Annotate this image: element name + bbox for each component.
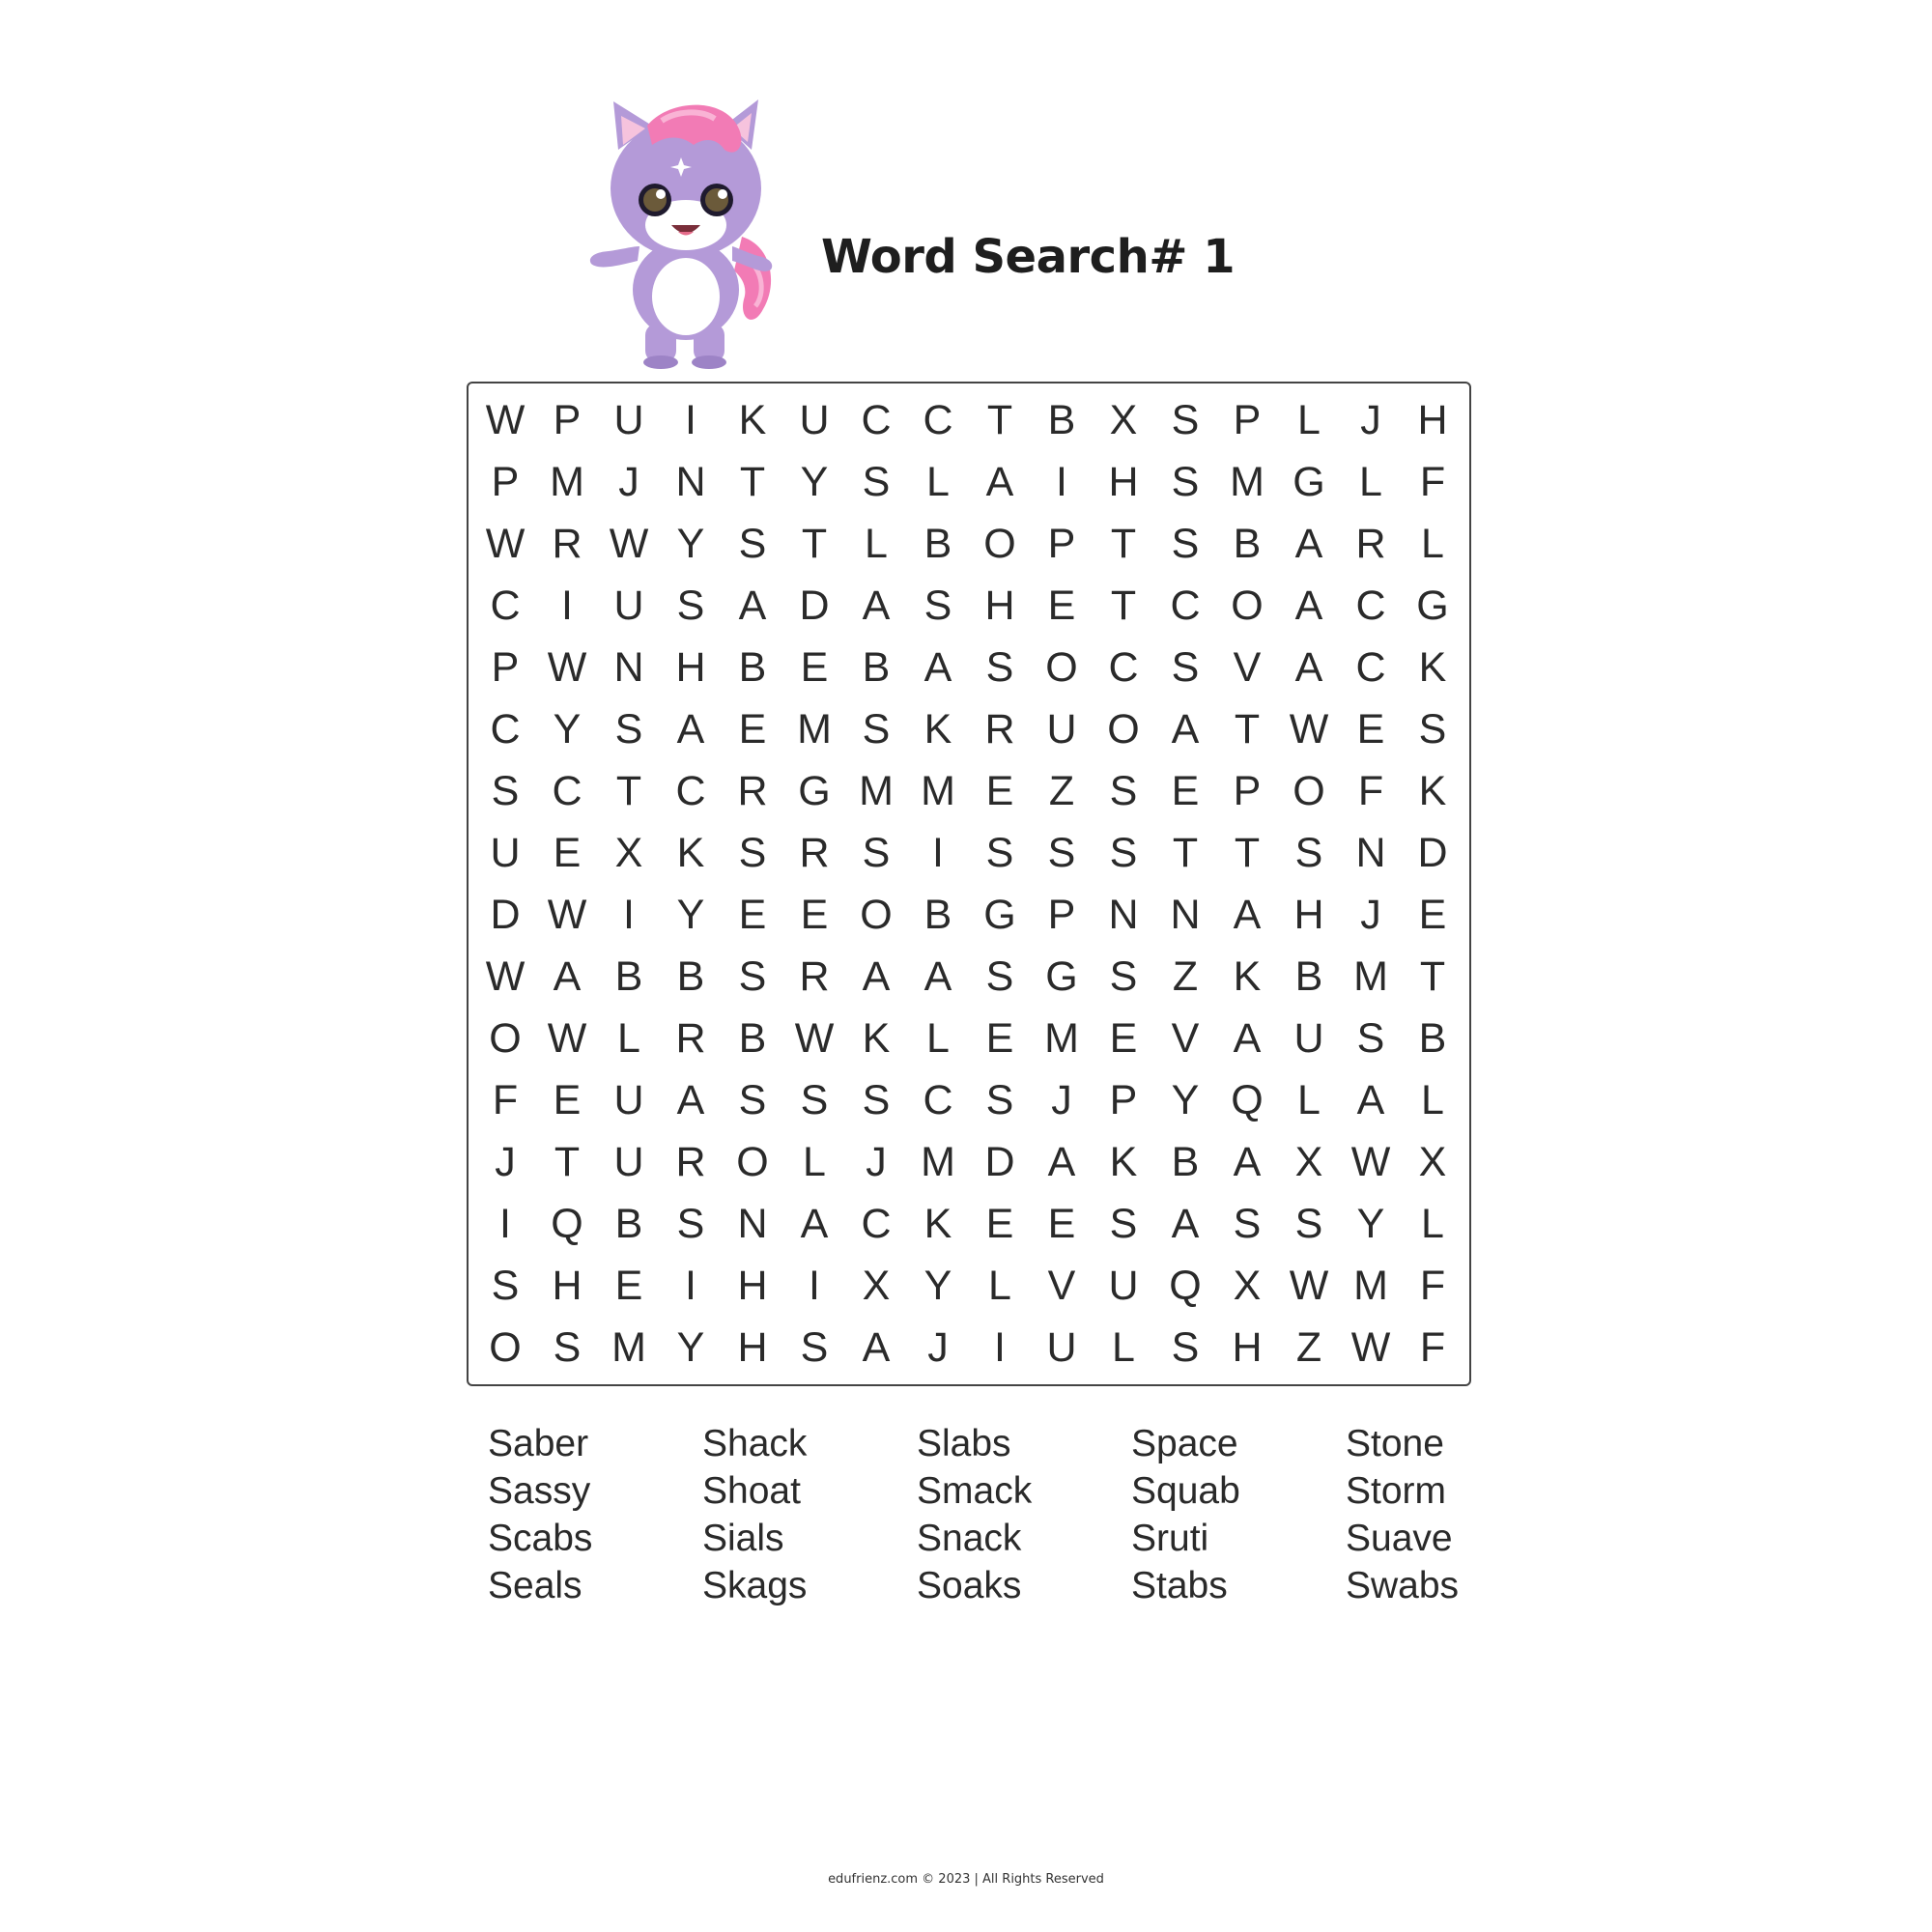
grid-letter-cell[interactable]: C: [1355, 582, 1386, 629]
page-title: Word Search# 1: [821, 230, 1236, 284]
word-list-item: Squab: [1131, 1470, 1240, 1512]
grid-letter-cell[interactable]: A: [1171, 1200, 1200, 1247]
grid-letter-cell[interactable]: A: [1047, 1138, 1076, 1185]
grid-letter-cell[interactable]: U: [1046, 1323, 1077, 1371]
grid-letter-cell[interactable]: T: [1234, 829, 1261, 876]
grid-letter-cell[interactable]: P: [1233, 767, 1262, 814]
grid-letter-cell[interactable]: V: [1233, 643, 1262, 691]
grid-letter-cell[interactable]: J: [618, 458, 639, 505]
grid-letter-cell[interactable]: O: [1231, 582, 1264, 629]
grid-letter-cell[interactable]: I: [1056, 458, 1067, 505]
grid-letter-cell[interactable]: Y: [676, 520, 705, 567]
grid-letter-cell[interactable]: P: [1047, 520, 1076, 567]
grid-letter-cell[interactable]: E: [614, 1262, 643, 1309]
grid-letter-cell[interactable]: P: [1233, 396, 1262, 443]
grid-letter-cell[interactable]: U: [1108, 1262, 1139, 1309]
grid-letter-cell[interactable]: V: [1171, 1014, 1200, 1062]
word-list-item: Sruti: [1131, 1518, 1209, 1559]
grid-letter-cell[interactable]: A: [1233, 891, 1262, 938]
grid-letter-cell[interactable]: S: [862, 458, 891, 505]
grid-letter-cell[interactable]: C: [861, 396, 892, 443]
grid-letter-cell[interactable]: I: [994, 1323, 1006, 1371]
grid-letter-cell[interactable]: S: [1171, 396, 1200, 443]
grid-letter-cell[interactable]: C: [1355, 643, 1386, 691]
grid-letter-cell[interactable]: S: [1047, 829, 1076, 876]
grid-letter-cell[interactable]: N: [1108, 891, 1139, 938]
grid-letter-cell[interactable]: U: [799, 396, 830, 443]
grid-letter-cell[interactable]: B: [738, 643, 767, 691]
grid-letter-cell[interactable]: P: [491, 458, 520, 505]
grid-letter-cell[interactable]: S: [676, 1200, 705, 1247]
grid-letter-cell[interactable]: T: [1110, 520, 1137, 567]
grid-letter-cell[interactable]: R: [799, 829, 830, 876]
grid-letter-cell[interactable]: T: [615, 767, 642, 814]
grid-letter-cell[interactable]: L: [803, 1138, 826, 1185]
grid-letter-cell[interactable]: A: [1233, 1014, 1262, 1062]
grid-letter-cell[interactable]: M: [797, 705, 832, 753]
grid-letter-cell[interactable]: G: [798, 767, 831, 814]
grid-letter-cell[interactable]: P: [553, 396, 582, 443]
grid-letter-cell[interactable]: L: [988, 1262, 1011, 1309]
grid-letter-cell[interactable]: C: [552, 767, 582, 814]
word-list-item: Space: [1131, 1423, 1238, 1464]
grid-letter-cell[interactable]: G: [1416, 582, 1449, 629]
grid-letter-cell[interactable]: C: [490, 582, 521, 629]
grid-letter-cell[interactable]: Z: [1172, 952, 1199, 1000]
grid-letter-cell[interactable]: K: [1418, 767, 1447, 814]
grid-letter-cell[interactable]: P: [1109, 1076, 1138, 1123]
grid-letter-cell[interactable]: W: [1289, 705, 1329, 753]
grid-letter-cell[interactable]: S: [1109, 829, 1138, 876]
grid-letter-cell[interactable]: A: [1356, 1076, 1385, 1123]
grid-letter-cell[interactable]: S: [862, 1076, 891, 1123]
grid-letter-cell[interactable]: Q: [551, 1200, 583, 1247]
word-list-item: Skags: [702, 1565, 808, 1606]
footer-copyright: edufrienz.com © 2023 | All Rights Reserved: [828, 1872, 1104, 1887]
grid-letter-cell[interactable]: N: [613, 643, 644, 691]
grid-letter-cell[interactable]: W: [1350, 1323, 1391, 1371]
word-list-item: Stabs: [1131, 1565, 1228, 1606]
word-list: [488, 1420, 1483, 1609]
grid-letter-cell[interactable]: A: [1294, 520, 1323, 567]
grid-letter-cell[interactable]: I: [809, 1262, 820, 1309]
grid-letter-cell[interactable]: C: [1108, 643, 1139, 691]
unicorn-mascot-illustration: [580, 92, 792, 372]
grid-letter-cell[interactable]: Y: [676, 1323, 705, 1371]
grid-letter-cell[interactable]: T: [1110, 582, 1137, 629]
grid-letter-cell[interactable]: L: [1112, 1323, 1135, 1371]
grid-letter-cell[interactable]: K: [923, 705, 952, 753]
grid-letter-cell[interactable]: A: [676, 705, 705, 753]
grid-letter-cell[interactable]: K: [1109, 1138, 1138, 1185]
grid-letter-cell[interactable]: O: [489, 1323, 522, 1371]
grid-letter-cell[interactable]: C: [861, 1200, 892, 1247]
grid-letter-cell[interactable]: A: [862, 1323, 891, 1371]
grid-letter-cell[interactable]: S: [985, 952, 1014, 1000]
grid-letter-cell[interactable]: U: [613, 582, 644, 629]
word-list-item: Scabs: [488, 1518, 593, 1559]
grid-letter-cell[interactable]: D: [799, 582, 830, 629]
grid-letter-cell[interactable]: A: [1233, 1138, 1262, 1185]
grid-letter-cell[interactable]: T: [986, 396, 1013, 443]
word-list-item: Storm: [1346, 1470, 1447, 1512]
grid-letter-cell[interactable]: S: [1109, 1200, 1138, 1247]
grid-letter-cell[interactable]: A: [738, 582, 767, 629]
grid-letter-cell[interactable]: H: [737, 1262, 768, 1309]
grid-letter-cell[interactable]: E: [800, 643, 829, 691]
grid-letter-cell[interactable]: S: [738, 829, 767, 876]
grid-letter-cell[interactable]: S: [676, 582, 705, 629]
grid-letter-cell[interactable]: E: [985, 1200, 1014, 1247]
grid-letter-cell[interactable]: H: [1417, 396, 1448, 443]
grid-letter-cell[interactable]: W: [547, 643, 587, 691]
grid-letter-cell[interactable]: X: [862, 1262, 891, 1309]
grid-letter-cell[interactable]: C: [923, 396, 953, 443]
grid-letter-cell[interactable]: M: [611, 1323, 646, 1371]
word-list-item: Suave: [1346, 1518, 1453, 1559]
grid-letter-cell[interactable]: A: [553, 952, 582, 1000]
grid-letter-cell[interactable]: N: [737, 1200, 768, 1247]
grid-letter-cell[interactable]: K: [1418, 643, 1447, 691]
grid-letter-cell[interactable]: M: [550, 458, 584, 505]
grid-letter-cell[interactable]: I: [561, 582, 573, 629]
grid-letter-cell[interactable]: S: [1171, 643, 1200, 691]
grid-letter-cell[interactable]: P: [1047, 891, 1076, 938]
grid-letter-cell[interactable]: R: [1355, 520, 1386, 567]
grid-letter-cell[interactable]: B: [738, 1014, 767, 1062]
grid-letter-cell[interactable]: C: [675, 767, 706, 814]
grid-letter-cell[interactable]: G: [983, 891, 1016, 938]
grid-letter-cell[interactable]: H: [1108, 458, 1139, 505]
grid-letter-cell[interactable]: B: [923, 891, 952, 938]
grid-letter-cell[interactable]: C: [923, 1076, 953, 1123]
grid-letter-cell[interactable]: H: [1232, 1323, 1263, 1371]
grid-letter-cell[interactable]: S: [800, 1076, 829, 1123]
grid-letter-cell[interactable]: M: [921, 767, 955, 814]
grid-letter-cell[interactable]: Q: [1231, 1076, 1264, 1123]
grid-letter-cell[interactable]: E: [1171, 767, 1200, 814]
grid-letter-cell[interactable]: E: [738, 705, 767, 753]
grid-letter-cell[interactable]: L: [1297, 396, 1321, 443]
word-list-item: Shoat: [702, 1470, 801, 1512]
grid-letter-cell[interactable]: W: [609, 520, 649, 567]
grid-letter-cell[interactable]: O: [736, 1138, 769, 1185]
grid-letter-cell[interactable]: S: [1294, 829, 1323, 876]
grid-letter-cell[interactable]: B: [676, 952, 705, 1000]
grid-letter-cell[interactable]: F: [1419, 1323, 1446, 1371]
grid-letter-cell[interactable]: A: [862, 582, 891, 629]
grid-letter-cell[interactable]: W: [794, 1014, 835, 1062]
grid-letter-cell[interactable]: F: [1419, 458, 1446, 505]
grid-letter-cell[interactable]: Y: [1171, 1076, 1200, 1123]
grid-letter-cell[interactable]: S: [985, 1076, 1014, 1123]
grid-letter-cell[interactable]: X: [1418, 1138, 1447, 1185]
grid-letter-cell[interactable]: L: [1297, 1076, 1321, 1123]
grid-letter-cell[interactable]: S: [738, 952, 767, 1000]
grid-letter-cell[interactable]: F: [492, 1076, 519, 1123]
word-list-item: Snack: [917, 1518, 1022, 1559]
grid-letter-cell[interactable]: J: [1051, 1076, 1072, 1123]
word-list-item: Slabs: [917, 1423, 1011, 1464]
grid-letter-cell[interactable]: R: [675, 1138, 706, 1185]
grid-letter-cell[interactable]: S: [1109, 767, 1138, 814]
grid-letter-cell[interactable]: A: [1171, 705, 1200, 753]
grid-letter-cell[interactable]: E: [553, 1076, 582, 1123]
grid-letter-cell[interactable]: B: [1047, 396, 1076, 443]
grid-letter-cell[interactable]: M: [1044, 1014, 1079, 1062]
grid-letter-cell[interactable]: I: [685, 1262, 696, 1309]
grid-letter-cell[interactable]: X: [1233, 1262, 1262, 1309]
word-list-item: Seals: [488, 1565, 582, 1606]
grid-letter-cell[interactable]: L: [1421, 1200, 1444, 1247]
grid-letter-cell[interactable]: R: [984, 705, 1015, 753]
grid-letter-cell[interactable]: E: [1109, 1014, 1138, 1062]
grid-letter-cell[interactable]: A: [985, 458, 1014, 505]
grid-letter-cell[interactable]: T: [1419, 952, 1446, 1000]
grid-letter-cell[interactable]: S: [1171, 520, 1200, 567]
grid-letter-cell[interactable]: H: [1293, 891, 1324, 938]
grid-letter-cell[interactable]: E: [1356, 705, 1385, 753]
grid-letter-cell[interactable]: U: [613, 396, 644, 443]
grid-letter-cell[interactable]: B: [923, 520, 952, 567]
grid-letter-cell[interactable]: M: [1230, 458, 1264, 505]
grid-letter-cell[interactable]: M: [1353, 1262, 1388, 1309]
word-search-grid-frame: [467, 382, 1471, 1386]
grid-letter-cell[interactable]: Y: [1356, 1200, 1385, 1247]
grid-letter-cell[interactable]: W: [485, 396, 526, 443]
grid-letter-cell[interactable]: V: [1047, 1262, 1076, 1309]
grid-letter-cell[interactable]: U: [1293, 1014, 1324, 1062]
grid-letter-cell[interactable]: S: [1171, 1323, 1200, 1371]
word-search-grid: [474, 389, 1463, 1378]
grid-letter-cell[interactable]: W: [1289, 1262, 1329, 1309]
grid-letter-cell[interactable]: K: [923, 1200, 952, 1247]
grid-letter-cell[interactable]: E: [1047, 1200, 1076, 1247]
grid-letter-cell[interactable]: T: [739, 458, 766, 505]
grid-letter-cell[interactable]: A: [676, 1076, 705, 1123]
word-list-item: Smack: [917, 1470, 1033, 1512]
grid-letter-cell[interactable]: J: [495, 1138, 516, 1185]
grid-letter-cell[interactable]: B: [1418, 1014, 1447, 1062]
grid-letter-cell[interactable]: B: [1171, 1138, 1200, 1185]
grid-letter-cell[interactable]: K: [862, 1014, 891, 1062]
grid-letter-cell[interactable]: K: [676, 829, 705, 876]
grid-letter-cell[interactable]: P: [491, 643, 520, 691]
grid-letter-cell[interactable]: S: [862, 829, 891, 876]
grid-letter-cell[interactable]: A: [923, 643, 952, 691]
grid-letter-cell[interactable]: U: [613, 1138, 644, 1185]
grid-letter-cell[interactable]: O: [1293, 767, 1325, 814]
grid-letter-cell[interactable]: H: [984, 582, 1015, 629]
grid-letter-cell[interactable]: L: [1359, 458, 1382, 505]
grid-letter-cell[interactable]: B: [862, 643, 891, 691]
grid-letter-cell[interactable]: K: [1233, 952, 1262, 1000]
grid-letter-cell[interactable]: T: [1234, 705, 1261, 753]
grid-letter-cell[interactable]: E: [1418, 891, 1447, 938]
grid-letter-cell[interactable]: J: [1360, 396, 1381, 443]
grid-letter-cell[interactable]: A: [1294, 582, 1323, 629]
grid-letter-cell[interactable]: L: [1421, 520, 1444, 567]
grid-letter-cell[interactable]: W: [1350, 1138, 1391, 1185]
grid-letter-cell[interactable]: G: [1045, 952, 1078, 1000]
word-list-item: Swabs: [1346, 1565, 1460, 1606]
grid-letter-cell[interactable]: A: [1294, 643, 1323, 691]
grid-letter-cell[interactable]: Y: [800, 458, 829, 505]
grid-letter-cell[interactable]: I: [623, 891, 635, 938]
grid-letter-cell[interactable]: N: [1170, 891, 1201, 938]
grid-letter-cell[interactable]: N: [1355, 829, 1386, 876]
grid-letter-cell[interactable]: W: [485, 952, 526, 1000]
grid-letter-cell[interactable]: U: [490, 829, 521, 876]
grid-letter-cell[interactable]: E: [1047, 582, 1076, 629]
grid-letter-cell[interactable]: B: [614, 1200, 643, 1247]
grid-letter-cell[interactable]: R: [799, 952, 830, 1000]
word-list-item: Sassy: [488, 1470, 591, 1512]
grid-letter-cell[interactable]: S: [491, 767, 520, 814]
grid-letter-cell[interactable]: S: [738, 1076, 767, 1123]
grid-letter-cell[interactable]: C: [1170, 582, 1201, 629]
grid-letter-cell[interactable]: S: [800, 1323, 829, 1371]
grid-letter-cell[interactable]: R: [737, 767, 768, 814]
grid-letter-cell[interactable]: L: [865, 520, 888, 567]
grid-letter-cell[interactable]: T: [554, 1138, 581, 1185]
grid-letter-cell[interactable]: W: [547, 1014, 587, 1062]
grid-letter-cell[interactable]: E: [738, 891, 767, 938]
grid-letter-cell[interactable]: S: [1356, 1014, 1385, 1062]
grid-letter-cell[interactable]: X: [1109, 396, 1138, 443]
grid-letter-cell[interactable]: D: [1417, 829, 1448, 876]
grid-letter-cell[interactable]: S: [985, 829, 1014, 876]
grid-letter-cell[interactable]: S: [1294, 1200, 1323, 1247]
grid-letter-cell[interactable]: S: [1109, 952, 1138, 1000]
word-list-item: Shack: [702, 1423, 808, 1464]
word-list-item: Sials: [702, 1518, 784, 1559]
grid-letter-cell[interactable]: U: [1046, 705, 1077, 753]
grid-letter-cell[interactable]: H: [737, 1323, 768, 1371]
grid-letter-cell[interactable]: S: [1418, 705, 1447, 753]
grid-letter-cell[interactable]: Q: [1169, 1262, 1202, 1309]
grid-letter-cell[interactable]: S: [553, 1323, 582, 1371]
grid-letter-cell[interactable]: W: [547, 891, 587, 938]
grid-letter-cell[interactable]: Z: [1048, 767, 1075, 814]
grid-letter-cell[interactable]: H: [675, 643, 706, 691]
grid-letter-cell[interactable]: L: [926, 1014, 950, 1062]
grid-letter-cell[interactable]: J: [1360, 891, 1381, 938]
grid-letter-cell[interactable]: U: [613, 1076, 644, 1123]
grid-letter-cell[interactable]: A: [800, 1200, 829, 1247]
grid-letter-cell[interactable]: A: [923, 952, 952, 1000]
grid-letter-cell[interactable]: Z: [1295, 1323, 1322, 1371]
grid-letter-cell[interactable]: L: [926, 458, 950, 505]
grid-letter-cell[interactable]: Y: [923, 1262, 952, 1309]
grid-letter-cell[interactable]: B: [614, 952, 643, 1000]
word-list-item: Saber: [488, 1423, 589, 1464]
grid-letter-cell[interactable]: L: [1421, 1076, 1444, 1123]
grid-letter-cell[interactable]: B: [1233, 520, 1262, 567]
grid-letter-cell[interactable]: O: [1045, 643, 1078, 691]
grid-letter-cell[interactable]: F: [1357, 767, 1384, 814]
grid-letter-cell[interactable]: J: [866, 1138, 887, 1185]
grid-letter-cell[interactable]: F: [1419, 1262, 1446, 1309]
grid-letter-cell[interactable]: X: [614, 829, 643, 876]
grid-letter-cell[interactable]: B: [1294, 952, 1323, 1000]
grid-letter-cell[interactable]: S: [1233, 1200, 1262, 1247]
grid-letter-cell[interactable]: O: [860, 891, 893, 938]
grid-letter-cell[interactable]: D: [984, 1138, 1015, 1185]
grid-letter-cell[interactable]: E: [985, 1014, 1014, 1062]
grid-letter-cell[interactable]: K: [738, 396, 767, 443]
grid-letter-cell[interactable]: L: [617, 1014, 640, 1062]
grid-letter-cell[interactable]: T: [801, 520, 828, 567]
grid-letter-cell[interactable]: I: [685, 396, 696, 443]
grid-letter-cell[interactable]: S: [738, 520, 767, 567]
grid-letter-cell[interactable]: O: [1107, 705, 1140, 753]
grid-letter-cell[interactable]: A: [862, 952, 891, 1000]
grid-letter-cell[interactable]: G: [1293, 458, 1325, 505]
grid-letter-cell[interactable]: M: [1353, 952, 1388, 1000]
grid-letter-cell[interactable]: R: [552, 520, 582, 567]
grid-letter-cell[interactable]: R: [675, 1014, 706, 1062]
grid-letter-cell[interactable]: O: [489, 1014, 522, 1062]
grid-letter-cell[interactable]: N: [675, 458, 706, 505]
grid-letter-cell[interactable]: S: [862, 705, 891, 753]
grid-letter-cell[interactable]: E: [985, 767, 1014, 814]
word-list-item: Soaks: [917, 1565, 1022, 1606]
grid-letter-cell[interactable]: X: [1294, 1138, 1323, 1185]
grid-letter-cell[interactable]: S: [923, 582, 952, 629]
grid-letter-cell[interactable]: Y: [676, 891, 705, 938]
grid-letter-cell[interactable]: S: [491, 1262, 520, 1309]
grid-letter-cell[interactable]: I: [932, 829, 944, 876]
grid-letter-cell[interactable]: S: [1171, 458, 1200, 505]
grid-letter-cell[interactable]: E: [553, 829, 582, 876]
grid-letter-cell[interactable]: W: [485, 520, 526, 567]
grid-letter-cell[interactable]: S: [985, 643, 1014, 691]
grid-letter-cell[interactable]: J: [927, 1323, 949, 1371]
grid-letter-cell[interactable]: E: [800, 891, 829, 938]
word-list-item: Stone: [1346, 1423, 1444, 1464]
grid-letter-cell[interactable]: M: [921, 1138, 955, 1185]
grid-letter-cell[interactable]: T: [1172, 829, 1199, 876]
grid-letter-cell[interactable]: I: [499, 1200, 511, 1247]
grid-letter-cell[interactable]: H: [552, 1262, 582, 1309]
grid-letter-cell[interactable]: D: [490, 891, 521, 938]
grid-letter-cell[interactable]: S: [614, 705, 643, 753]
grid-letter-cell[interactable]: O: [983, 520, 1016, 567]
grid-letter-cell[interactable]: C: [490, 705, 521, 753]
grid-letter-cell[interactable]: Y: [553, 705, 582, 753]
grid-letter-cell[interactable]: M: [859, 767, 894, 814]
